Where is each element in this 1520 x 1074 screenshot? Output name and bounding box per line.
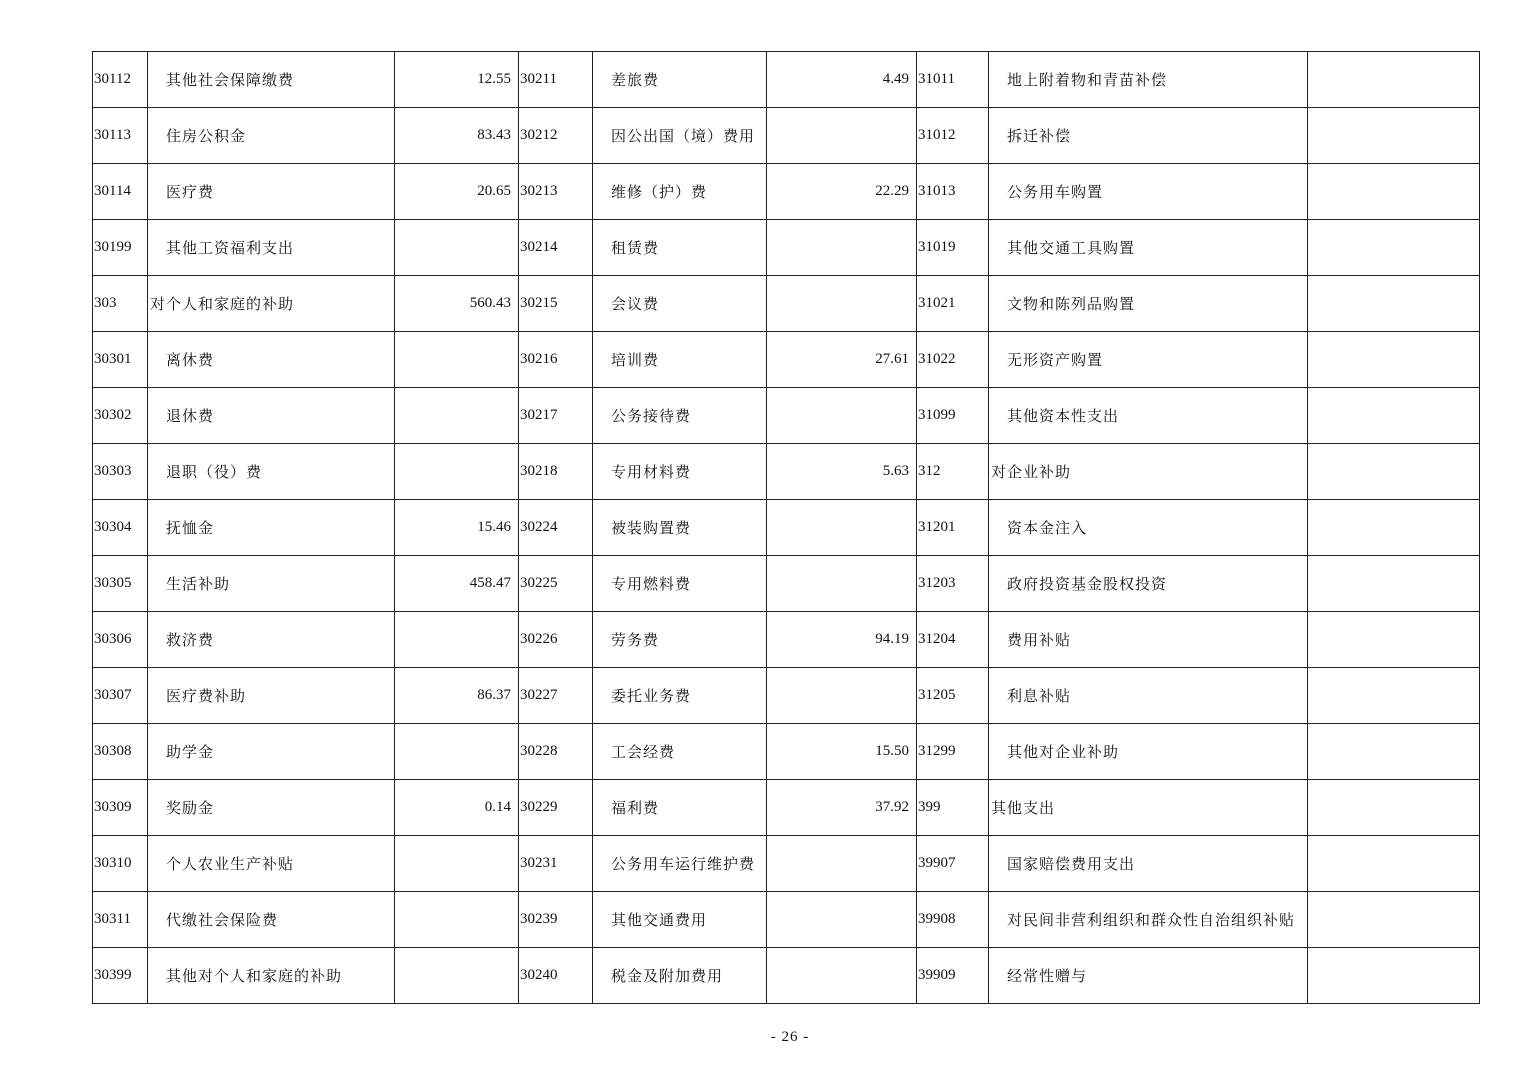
table-row bbox=[93, 780, 1480, 836]
item-name-cell: 劳务费 bbox=[593, 612, 767, 668]
amount-cell bbox=[1308, 556, 1480, 612]
code-cell: 30213 bbox=[519, 164, 593, 220]
amount-cell bbox=[1308, 836, 1480, 892]
table-row bbox=[93, 108, 1480, 164]
amount-cell bbox=[767, 276, 917, 332]
amount-cell: 560.43 bbox=[395, 276, 519, 332]
item-name-cell: 其他对个人和家庭的补助 bbox=[148, 948, 395, 1004]
table-row bbox=[93, 556, 1480, 612]
code-cell: 31205 bbox=[917, 668, 989, 724]
amount-cell: 83.43 bbox=[395, 108, 519, 164]
code-cell: 30211 bbox=[519, 52, 593, 108]
item-name-cell: 退休费 bbox=[148, 388, 395, 444]
item-name-cell: 医疗费补助 bbox=[148, 668, 395, 724]
amount-cell bbox=[767, 500, 917, 556]
code-cell: 31012 bbox=[917, 108, 989, 164]
table-row bbox=[93, 444, 1480, 500]
code-cell: 31011 bbox=[917, 52, 989, 108]
item-name-cell: 公务接待费 bbox=[593, 388, 767, 444]
amount-cell bbox=[395, 948, 519, 1004]
item-name-cell: 资本金注入 bbox=[989, 500, 1308, 556]
item-name-cell: 利息补贴 bbox=[989, 668, 1308, 724]
code-cell: 30227 bbox=[519, 668, 593, 724]
item-name-cell: 拆迁补偿 bbox=[989, 108, 1308, 164]
amount-cell bbox=[1308, 724, 1480, 780]
amount-cell: 27.61 bbox=[767, 332, 917, 388]
item-name-cell: 其他交通费用 bbox=[593, 892, 767, 948]
item-name-cell: 无形资产购置 bbox=[989, 332, 1308, 388]
amount-cell bbox=[1308, 332, 1480, 388]
amount-cell: 86.37 bbox=[395, 668, 519, 724]
table-row bbox=[93, 332, 1480, 388]
amount-cell bbox=[1308, 108, 1480, 164]
amount-cell bbox=[1308, 780, 1480, 836]
item-name-cell: 退职（役）费 bbox=[148, 444, 395, 500]
amount-cell bbox=[1308, 948, 1480, 1004]
code-cell: 30309 bbox=[93, 780, 148, 836]
item-name-cell: 租赁费 bbox=[593, 220, 767, 276]
amount-cell bbox=[1308, 612, 1480, 668]
item-name-cell: 培训费 bbox=[593, 332, 767, 388]
item-name-cell: 费用补贴 bbox=[989, 612, 1308, 668]
amount-cell bbox=[395, 220, 519, 276]
item-name-cell: 对企业补助 bbox=[989, 444, 1308, 500]
code-cell: 30214 bbox=[519, 220, 593, 276]
code-cell: 30218 bbox=[519, 444, 593, 500]
table-row bbox=[93, 52, 1480, 108]
amount-cell bbox=[395, 892, 519, 948]
code-cell: 31099 bbox=[917, 388, 989, 444]
code-cell: 30240 bbox=[519, 948, 593, 1004]
code-cell: 30212 bbox=[519, 108, 593, 164]
item-name-cell: 其他工资福利支出 bbox=[148, 220, 395, 276]
code-cell: 303 bbox=[93, 276, 148, 332]
item-name-cell: 个人农业生产补贴 bbox=[148, 836, 395, 892]
code-cell: 30225 bbox=[519, 556, 593, 612]
amount-cell bbox=[1308, 220, 1480, 276]
code-cell: 30224 bbox=[519, 500, 593, 556]
code-cell: 31022 bbox=[917, 332, 989, 388]
amount-cell bbox=[395, 836, 519, 892]
code-cell: 30229 bbox=[519, 780, 593, 836]
amount-cell bbox=[1308, 52, 1480, 108]
amount-cell bbox=[395, 388, 519, 444]
code-cell: 30215 bbox=[519, 276, 593, 332]
amount-cell bbox=[767, 220, 917, 276]
amount-cell bbox=[395, 332, 519, 388]
amount-cell: 15.50 bbox=[767, 724, 917, 780]
code-cell: 31204 bbox=[917, 612, 989, 668]
item-name-cell: 维修（护）费 bbox=[593, 164, 767, 220]
code-cell: 31013 bbox=[917, 164, 989, 220]
code-cell: 312 bbox=[917, 444, 989, 500]
amount-cell bbox=[767, 108, 917, 164]
amount-cell: 0.14 bbox=[395, 780, 519, 836]
code-cell: 30216 bbox=[519, 332, 593, 388]
amount-cell: 37.92 bbox=[767, 780, 917, 836]
code-cell: 30301 bbox=[93, 332, 148, 388]
item-name-cell: 经常性赠与 bbox=[989, 948, 1308, 1004]
item-name-cell: 对个人和家庭的补助 bbox=[148, 276, 395, 332]
budget-table bbox=[92, 51, 1480, 1004]
code-cell: 30228 bbox=[519, 724, 593, 780]
amount-cell: 5.63 bbox=[767, 444, 917, 500]
code-cell: 31021 bbox=[917, 276, 989, 332]
table-row bbox=[93, 500, 1480, 556]
code-cell: 30306 bbox=[93, 612, 148, 668]
amount-cell bbox=[1308, 500, 1480, 556]
item-name-cell: 税金及附加费用 bbox=[593, 948, 767, 1004]
code-cell: 30308 bbox=[93, 724, 148, 780]
item-name-cell: 福利费 bbox=[593, 780, 767, 836]
item-name-cell: 公务用车运行维护费 bbox=[593, 836, 767, 892]
item-name-cell: 专用燃料费 bbox=[593, 556, 767, 612]
item-name-cell: 会议费 bbox=[593, 276, 767, 332]
amount-cell: 22.29 bbox=[767, 164, 917, 220]
code-cell: 30226 bbox=[519, 612, 593, 668]
amount-cell bbox=[767, 556, 917, 612]
amount-cell bbox=[1308, 276, 1480, 332]
table-row bbox=[93, 892, 1480, 948]
table-row bbox=[93, 668, 1480, 724]
amount-cell bbox=[767, 836, 917, 892]
amount-cell bbox=[395, 444, 519, 500]
table-row bbox=[93, 612, 1480, 668]
item-name-cell: 地上附着物和青苗补偿 bbox=[989, 52, 1308, 108]
code-cell: 30217 bbox=[519, 388, 593, 444]
amount-cell bbox=[1308, 444, 1480, 500]
code-cell: 39909 bbox=[917, 948, 989, 1004]
item-name-cell: 医疗费 bbox=[148, 164, 395, 220]
item-name-cell: 助学金 bbox=[148, 724, 395, 780]
code-cell: 30307 bbox=[93, 668, 148, 724]
table-row bbox=[93, 220, 1480, 276]
item-name-cell: 因公出国（境）费用 bbox=[593, 108, 767, 164]
code-cell: 30231 bbox=[519, 836, 593, 892]
amount-cell bbox=[1308, 388, 1480, 444]
amount-cell bbox=[767, 388, 917, 444]
code-cell: 399 bbox=[917, 780, 989, 836]
code-cell: 30303 bbox=[93, 444, 148, 500]
amount-cell: 12.55 bbox=[395, 52, 519, 108]
amount-cell bbox=[395, 612, 519, 668]
amount-cell bbox=[395, 724, 519, 780]
item-name-cell: 代缴社会保险费 bbox=[148, 892, 395, 948]
code-cell: 30112 bbox=[93, 52, 148, 108]
item-name-cell: 公务用车购置 bbox=[989, 164, 1308, 220]
code-cell: 30304 bbox=[93, 500, 148, 556]
item-name-cell: 其他社会保障缴费 bbox=[148, 52, 395, 108]
code-cell: 30305 bbox=[93, 556, 148, 612]
item-name-cell: 抚恤金 bbox=[148, 500, 395, 556]
code-cell: 39907 bbox=[917, 836, 989, 892]
table-row bbox=[93, 724, 1480, 780]
code-cell: 31019 bbox=[917, 220, 989, 276]
amount-cell: 20.65 bbox=[395, 164, 519, 220]
table-row bbox=[93, 388, 1480, 444]
table-row bbox=[93, 276, 1480, 332]
item-name-cell: 其他对企业补助 bbox=[989, 724, 1308, 780]
item-name-cell: 工会经费 bbox=[593, 724, 767, 780]
code-cell: 39908 bbox=[917, 892, 989, 948]
code-cell: 30310 bbox=[93, 836, 148, 892]
item-name-cell: 文物和陈列品购置 bbox=[989, 276, 1308, 332]
amount-cell bbox=[1308, 892, 1480, 948]
table-row bbox=[93, 836, 1480, 892]
table-row bbox=[93, 164, 1480, 220]
amount-cell: 458.47 bbox=[395, 556, 519, 612]
item-name-cell: 委托业务费 bbox=[593, 668, 767, 724]
item-name-cell: 被装购置费 bbox=[593, 500, 767, 556]
item-name-cell: 其他支出 bbox=[989, 780, 1308, 836]
code-cell: 30302 bbox=[93, 388, 148, 444]
table-row bbox=[93, 948, 1480, 1004]
code-cell: 30311 bbox=[93, 892, 148, 948]
item-name-cell: 离休费 bbox=[148, 332, 395, 388]
item-name-cell: 其他资本性支出 bbox=[989, 388, 1308, 444]
item-name-cell: 生活补助 bbox=[148, 556, 395, 612]
code-cell: 31203 bbox=[917, 556, 989, 612]
code-cell: 30199 bbox=[93, 220, 148, 276]
amount-cell bbox=[1308, 668, 1480, 724]
amount-cell bbox=[767, 668, 917, 724]
amount-cell: 94.19 bbox=[767, 612, 917, 668]
item-name-cell: 对民间非营利组织和群众性自治组织补贴 bbox=[989, 892, 1308, 948]
page-number: - 26 - bbox=[770, 1029, 810, 1045]
code-cell: 30239 bbox=[519, 892, 593, 948]
item-name-cell: 住房公积金 bbox=[148, 108, 395, 164]
amount-cell: 15.46 bbox=[395, 500, 519, 556]
amount-cell: 4.49 bbox=[767, 52, 917, 108]
code-cell: 30399 bbox=[93, 948, 148, 1004]
item-name-cell: 其他交通工具购置 bbox=[989, 220, 1308, 276]
code-cell: 30113 bbox=[93, 108, 148, 164]
code-cell: 31299 bbox=[917, 724, 989, 780]
item-name-cell: 专用材料费 bbox=[593, 444, 767, 500]
amount-cell bbox=[767, 948, 917, 1004]
item-name-cell: 政府投资基金股权投资 bbox=[989, 556, 1308, 612]
code-cell: 30114 bbox=[93, 164, 148, 220]
item-name-cell: 奖励金 bbox=[148, 780, 395, 836]
table-body bbox=[93, 52, 1480, 1004]
item-name-cell: 救济费 bbox=[148, 612, 395, 668]
code-cell: 31201 bbox=[917, 500, 989, 556]
item-name-cell: 国家赔偿费用支出 bbox=[989, 836, 1308, 892]
amount-cell bbox=[1308, 164, 1480, 220]
amount-cell bbox=[767, 892, 917, 948]
item-name-cell: 差旅费 bbox=[593, 52, 767, 108]
